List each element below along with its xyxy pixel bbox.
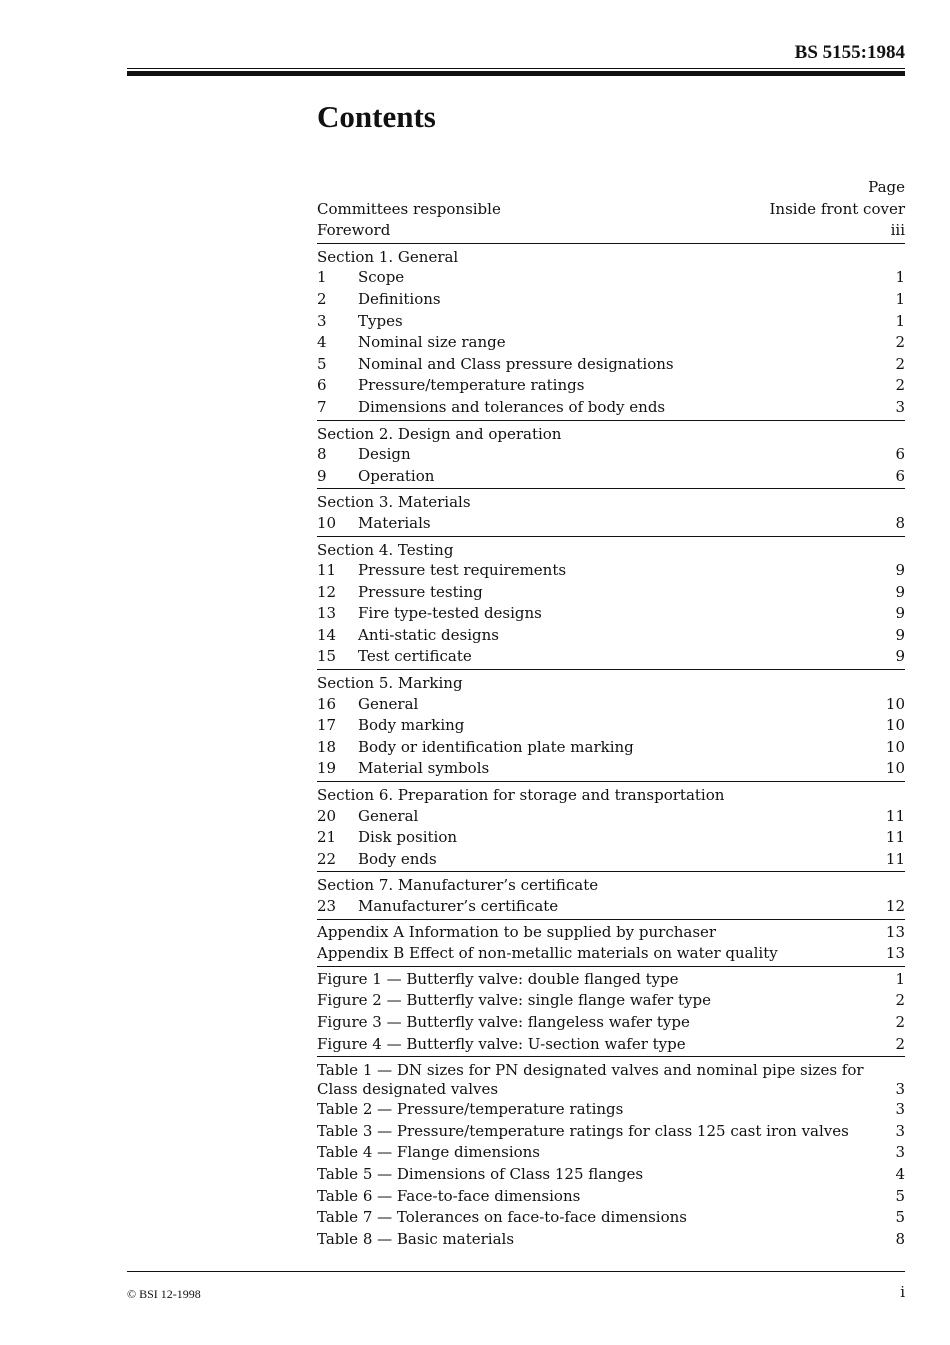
toc-entry[interactable] [317,715,905,737]
toc-entry-page: 10 [885,716,905,735]
toc-entry-page: 9 [895,561,905,580]
toc-entry-page: 6 [895,445,905,464]
toc-entry-page: 1 [895,969,905,988]
toc-entry[interactable] [317,1207,905,1229]
toc-entry-page: 9 [895,604,905,623]
toc-entry[interactable] [317,1034,905,1056]
toc-entry-page: 4 [895,1164,905,1183]
toc-entry-label: Table 3 — Pressure/temperature ratings for class 125 cast iron valves [317,1121,849,1140]
toc-entry[interactable] [317,397,905,419]
toc-entry-page: 1 [895,268,905,287]
toc-entry-label-group [317,625,499,647]
toc-entry-page: 10 [885,737,905,756]
front-matter-group [317,199,905,244]
toc-entry-label-group [317,289,441,311]
toc-entry[interactable] [317,1012,905,1034]
section-title: Section 7. Manufacturer’s certificate [317,876,599,895]
toc-entry-page: Inside front cover [769,199,905,218]
toc-entry[interactable] [317,758,905,780]
toc-entry-label: Design [358,445,411,464]
sections-container [317,246,905,920]
toc-entry-label-group [317,806,418,828]
toc-entry-label: Appendix B Effect of non-metallic materials on water quality [317,944,778,963]
footer-rule [127,1271,905,1272]
toc-entry-label: Fire type-tested designs [358,604,542,623]
toc-entry[interactable] [317,896,905,918]
toc-entry-label: Figure 2 — Butterfly valve: single flange wafer type [317,991,711,1010]
toc-entry-label: Dimensions and tolerances of body ends [358,397,666,416]
toc-entry-label: Materials [358,513,431,532]
toc-entry-page: 13 [885,922,905,941]
toc-entry[interactable] [317,1121,905,1143]
toc-entry[interactable] [317,354,905,376]
toc-entry-label: Table 7 — Tolerances on face-to-face dimensions [317,1208,687,1227]
toc-entry[interactable] [317,625,905,647]
clause-number: 23 [317,897,337,915]
clause-number: 16 [317,694,337,713]
toc-entry-label: Body or identification plate marking [358,737,634,756]
toc-entry-label: Table 2 — Pressure/temperature ratings [317,1100,624,1119]
page-title: Contents [317,99,436,134]
toc-entry[interactable] [317,806,905,828]
toc-entry-label-group [317,354,674,376]
toc-entry[interactable] [317,1186,905,1208]
clause-number: 14 [317,625,337,644]
table-of-contents [317,177,905,1250]
toc-entry[interactable] [317,1099,905,1121]
toc-entry-label-group [317,444,411,466]
toc-entry-label: Anti-static designs [358,625,499,644]
toc-entry[interactable] [317,444,905,466]
toc-entry-page: 2 [895,1034,905,1053]
toc-entry-page: 9 [895,582,905,601]
toc-entry-label-group [317,694,418,716]
clause-number: 22 [317,849,337,868]
toc-entry[interactable] [317,289,905,311]
toc-entry-label-group [317,582,483,604]
toc-entry-page: 3 [895,1080,905,1099]
toc-entry-label-group [317,758,489,780]
toc-entry-label: Body marking [358,716,465,735]
clause-number: 18 [317,737,337,756]
clause-number: 17 [317,716,337,735]
section-group [317,423,905,490]
toc-entry-label: Operation [358,466,435,485]
toc-entry[interactable] [317,199,905,221]
toc-entry-label: Test certificate [358,647,472,666]
toc-entry-page: 9 [895,647,905,666]
clause-number: 21 [317,828,337,847]
toc-entry-label: Pressure/temperature ratings [358,376,585,395]
section-title: Section 4. Testing [317,540,454,559]
toc-entry-label-group [317,646,472,668]
section-title: Section 1. General [317,247,459,266]
toc-entry[interactable] [317,332,905,354]
toc-entry-label: Definitions [358,289,441,308]
toc-entry-page: 2 [895,1012,905,1031]
toc-entry-page: 11 [885,849,905,868]
toc-entry-label-group [317,827,457,849]
toc-entry[interactable] [317,646,905,668]
section-title: Section 2. Design and operation [317,424,562,443]
toc-entry-label-group [317,311,403,333]
toc-entry[interactable] [317,1142,905,1164]
clause-number: 2 [317,289,327,308]
toc-entry-label: Disk position [358,828,458,847]
toc-entry-label: Table 8 — Basic materials [317,1229,515,1248]
toc-entry[interactable] [317,1229,905,1251]
toc-entry-label: General [358,694,419,713]
toc-entry-label: Foreword [317,221,391,240]
tables-group [317,1059,905,1250]
toc-entry-label: Pressure testing [358,582,483,601]
toc-entry-page: 1 [895,289,905,308]
toc-entry-page: 3 [895,1121,905,1140]
clause-number: 6 [317,376,327,395]
toc-entry-label: Table 5 — Dimensions of Class 125 flanges [317,1164,644,1183]
clause-number: 19 [317,759,337,778]
toc-entry[interactable] [317,513,905,535]
toc-entry-label: Pressure test requirements [358,561,567,580]
toc-entry-page: 11 [885,828,905,847]
toc-entry-page: 3 [895,397,905,416]
toc-entry-label-group [317,267,404,289]
toc-entry-label: Manufacturer’s certificate [358,897,559,915]
toc-entry-page: 1 [895,311,905,330]
toc-entry[interactable] [317,827,905,849]
toc-entry-page: 3 [895,1143,905,1162]
section-group [317,246,905,421]
toc-entry-label-group [317,397,665,419]
toc-entry-page: 12 [885,897,905,915]
section-group [317,491,905,536]
toc-entry[interactable] [317,560,905,582]
footer-copyright: © BSI 12-1998 [127,1287,201,1301]
toc-entry-label: Material symbols [358,759,490,778]
toc-entry-label: General [358,806,419,825]
section-title: Section 3. Materials [317,493,471,512]
section-group [317,672,905,782]
section-group [317,539,905,671]
appendices-group [317,922,905,967]
clause-number: 4 [317,333,327,352]
toc-entry-label-group [317,332,506,354]
toc-entry[interactable] [317,466,905,488]
toc-entry-label: Figure 4 — Butterfly valve: U-section wafer type [317,1034,686,1053]
toc-entry-label: Nominal size range [358,333,506,352]
header-rule-thin [127,68,905,69]
toc-entry[interactable] [317,694,905,716]
toc-entry-label: Types [358,311,403,330]
toc-entry-page: 8 [895,513,905,532]
toc-entry[interactable] [317,582,905,604]
toc-entry-label-group [317,513,431,535]
page-heading-label: Page [868,178,905,196]
toc-entry-page: 10 [885,759,905,778]
toc-entry-label-group [317,603,542,625]
toc-entry-page: 11 [885,806,905,825]
toc-entry-label-group [317,715,464,737]
toc-entry-label: Table 1 — DN sizes for PN designated valves and nominal pipe sizes for Class designated valves [317,1061,864,1099]
toc-entry-page: 9 [895,625,905,644]
toc-entry-page: 10 [885,694,905,713]
section-group [317,874,905,919]
clause-number: 8 [317,445,327,464]
clause-number: 7 [317,397,327,416]
toc-entry-label-group [317,466,434,488]
section-group [317,784,905,872]
toc-entry-page: 2 [895,991,905,1010]
toc-entry[interactable] [317,375,905,397]
clause-number: 13 [317,604,337,623]
toc-entry-label-group [317,375,584,397]
toc-entry-label: Body ends [358,849,437,868]
clause-number: 9 [317,466,327,485]
figures-group [317,969,905,1057]
toc-entry-label: Figure 3 — Butterfly valve: flangeless wafer type [317,1012,690,1031]
toc-entry-label-group [317,849,437,871]
toc-entry-label: Scope [358,268,405,287]
toc-entry[interactable] [317,922,905,944]
toc-entry-label: Committees responsible [317,199,501,218]
clause-number: 12 [317,582,337,601]
toc-entry-page: 2 [895,333,905,352]
toc-entry-label: Nominal and Class pressure designations [358,354,674,373]
toc-entry[interactable] [317,220,905,242]
toc-entry-page: 6 [895,466,905,485]
toc-entry-page: 8 [895,1229,905,1248]
clause-number: 11 [317,561,337,580]
toc-entry[interactable] [317,990,905,1012]
toc-entry[interactable] [317,969,905,991]
toc-entry-page: 13 [885,944,905,963]
toc-entry[interactable] [317,849,905,871]
clause-number: 5 [317,354,327,373]
toc-entry[interactable] [317,1164,905,1186]
clause-number: 1 [317,268,327,287]
section-title: Section 6. Preparation for storage and transportation [317,786,725,805]
header-rule-thick [127,71,905,76]
page-column-heading [317,177,905,199]
toc-entry-label: Appendix A Information to be supplied by purchaser [317,922,717,941]
toc-entry[interactable] [317,603,905,625]
toc-entry-page: 2 [895,376,905,395]
toc-entry-page: 5 [895,1186,905,1205]
toc-entry[interactable] [317,737,905,759]
document-id: BS 5155:1984 [794,42,905,63]
toc-entry-page: 3 [895,1100,905,1119]
toc-entry-label: Table 6 — Face-to-face dimensions [317,1186,581,1205]
toc-entry-page: iii [890,221,905,240]
clause-number: 15 [317,647,337,666]
toc-entry[interactable] [317,943,905,965]
toc-entry[interactable] [317,1059,905,1099]
section-title: Section 5. Marking [317,674,463,693]
toc-entry-page: 5 [895,1208,905,1227]
clause-number: 20 [317,806,337,825]
toc-entry-label: Figure 1 — Butterfly valve: double flanged type [317,969,679,988]
toc-entry[interactable] [317,311,905,333]
toc-entry-label-group [317,560,566,582]
toc-entry-label-group [317,737,634,759]
clause-number: 10 [317,513,337,532]
toc-entry-label: Table 4 — Flange dimensions [317,1143,541,1162]
toc-entry-label-group [317,896,558,918]
toc-entry[interactable] [317,267,905,289]
clause-number: 3 [317,311,327,330]
footer-page-number: i [900,1283,905,1301]
toc-entry-page: 2 [895,354,905,373]
